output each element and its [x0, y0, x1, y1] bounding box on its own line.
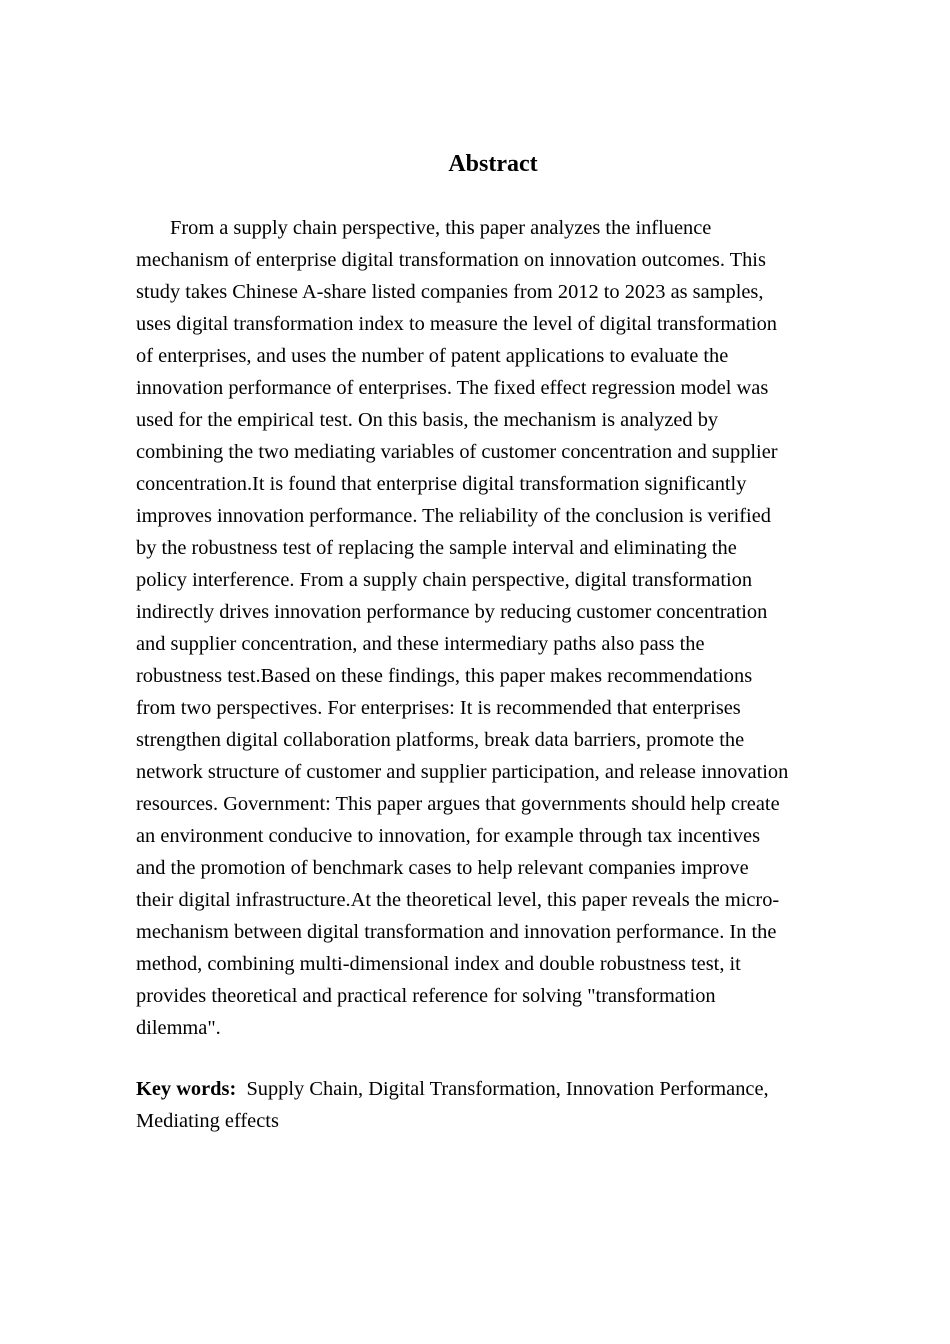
abstract-line: robustness test.Based on these findings, this paper makes recommendations: [136, 665, 753, 687]
abstract-line: an environment conducive to innovation, for example through tax incentives: [136, 825, 761, 847]
abstract-line: network structure of customer and supplier participation, and release innovation: [136, 761, 789, 783]
abstract-body: [136, 212, 856, 1044]
keywords-list: Supply Chain, Digital Transformation, Innovation Performance,: [246, 1078, 769, 1100]
abstract-line: From a supply chain perspective, this paper analyzes the influence: [170, 217, 712, 239]
abstract-line: by the robustness test of replacing the sample interval and eliminating the: [136, 537, 737, 559]
abstract-line: uses digital transformation index to measure the level of digital transformation: [136, 313, 778, 335]
abstract-line: method, combining multi-dimensional index and double robustness test, it: [136, 953, 741, 975]
abstract-line: mechanism of enterprise digital transformation on innovation outcomes. This: [136, 249, 766, 271]
abstract-line: study takes Chinese A-share listed companies from 2012 to 2023 as samples,: [136, 281, 764, 303]
abstract-line: and the promotion of benchmark cases to help relevant companies improve: [136, 857, 749, 879]
abstract-line: used for the empirical test. On this basis, the mechanism is analyzed by: [136, 409, 719, 431]
keywords-label: Key words:: [136, 1078, 237, 1100]
abstract-title: Abstract: [448, 151, 538, 177]
abstract-line: their digital infrastructure.At the theoretical level, this paper reveals the micro-: [136, 889, 780, 911]
abstract-line: improves innovation performance. The reliability of the conclusion is verified: [136, 505, 771, 527]
keywords-line-2: Mediating effects: [136, 1110, 279, 1132]
abstract-line: from two perspectives. For enterprises: It is recommended that enterprises: [136, 697, 741, 719]
abstract-line: concentration.It is found that enterprise digital transformation significantly: [136, 473, 747, 495]
keywords-line-1: [136, 1073, 856, 1105]
abstract-line: combining the two mediating variables of customer concentration and supplier: [136, 441, 778, 463]
abstract-line: policy interference. From a supply chain perspective, digital transformation: [136, 569, 753, 591]
abstract-line: provides theoretical and practical reference for solving "transformation: [136, 985, 716, 1007]
abstract-line: indirectly drives innovation performance by reducing customer concentration: [136, 601, 768, 623]
abstract-line: mechanism between digital transformation and innovation performance. In the: [136, 921, 777, 943]
abstract-line: of enterprises, and uses the number of patent applications to evaluate the: [136, 345, 729, 367]
keywords-block: [136, 1073, 856, 1137]
abstract-line: strengthen digital collaboration platforms, break data barriers, promote the: [136, 729, 745, 751]
abstract-line: innovation performance of enterprises. The fixed effect regression model was: [136, 377, 769, 399]
abstract-line: and supplier concentration, and these intermediary paths also pass the: [136, 633, 705, 655]
abstract-line: dilemma".: [136, 1017, 221, 1039]
abstract-line: resources. Government: This paper argues that governments should help create: [136, 793, 780, 815]
